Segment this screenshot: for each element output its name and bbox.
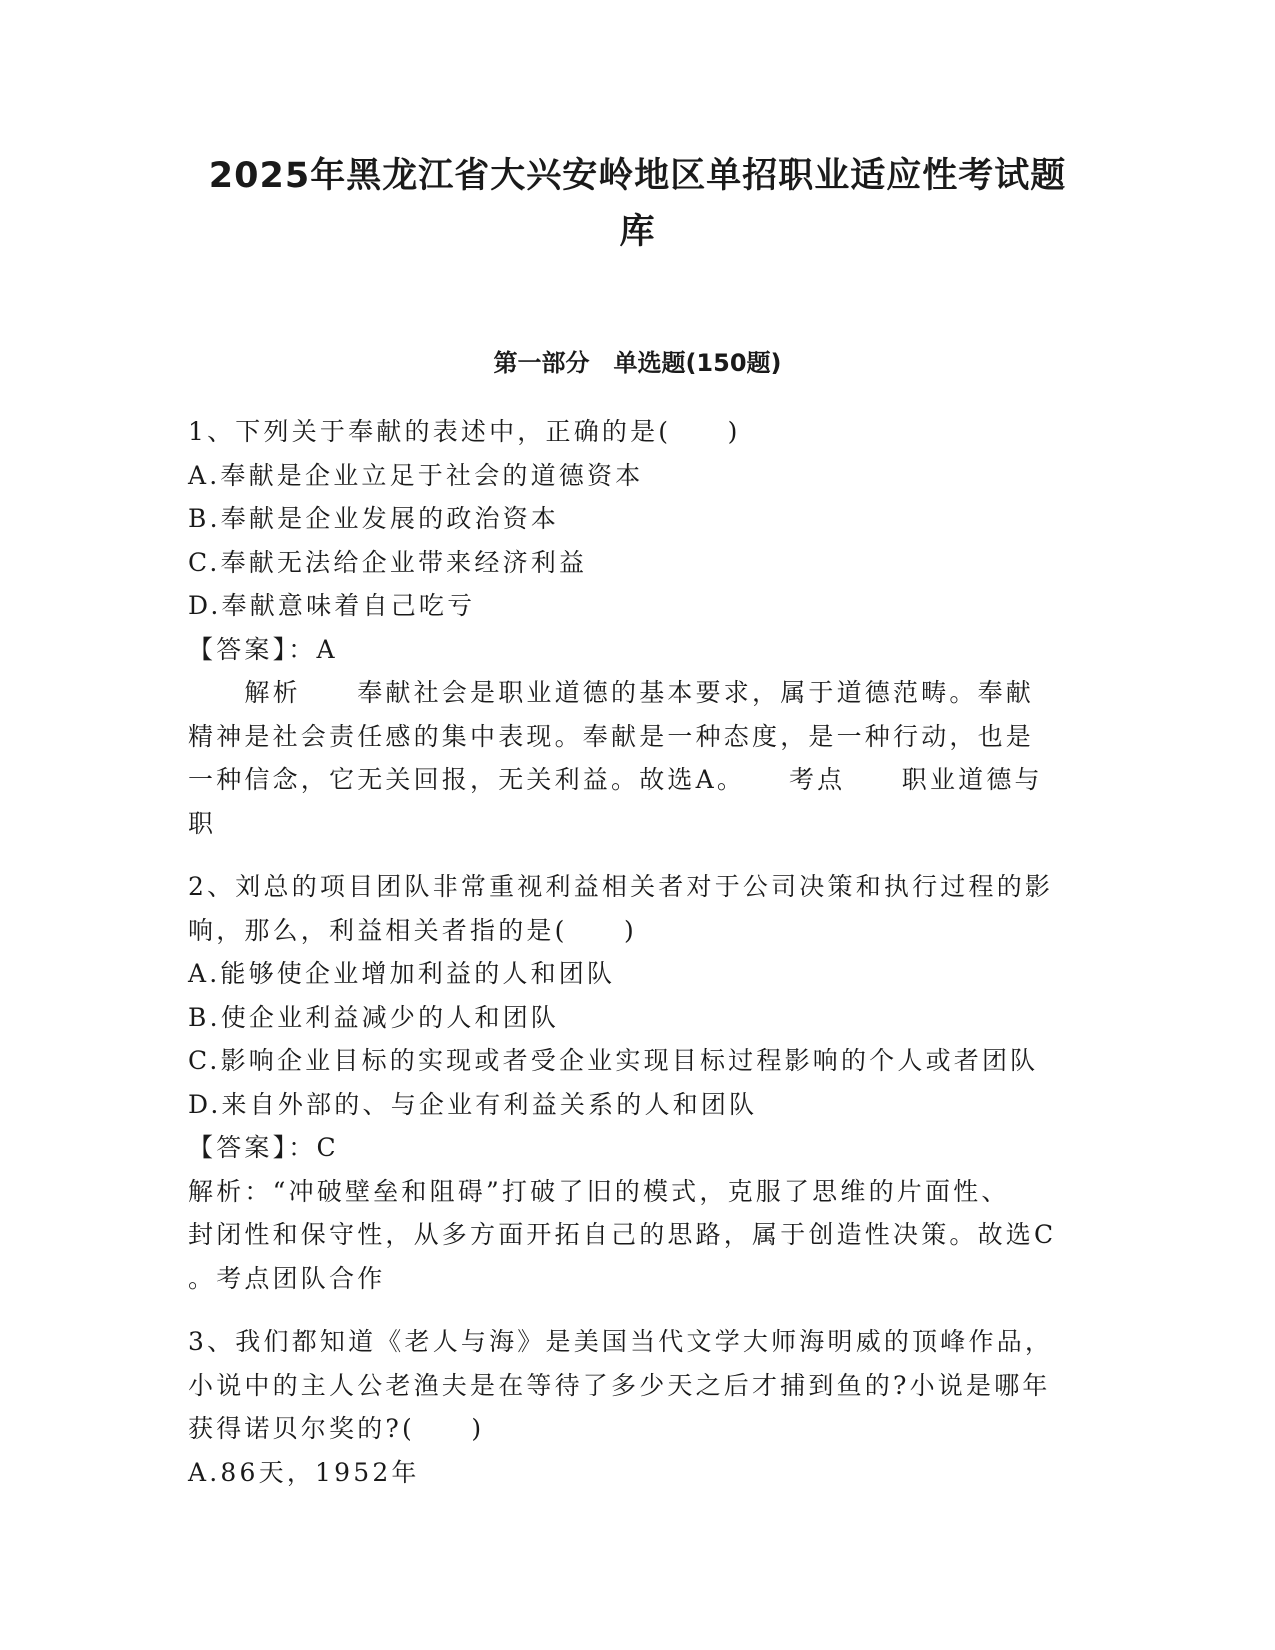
question-stem: 获得诺贝尔奖的?( ) <box>188 1414 485 1443</box>
option-d: D.来自外部的、与企业有利益关系的人和团队 <box>188 1089 758 1119</box>
option-a: A.86天，1952年 <box>188 1457 420 1487</box>
question-1 <box>188 410 1088 845</box>
title-line: 2025年黑龙江省大兴安岭地区单招职业适应性考试题 <box>208 156 1067 196</box>
question-2 <box>188 865 1088 1300</box>
answer-line: 【答案】：C <box>188 1133 339 1162</box>
analysis-line: 解析 奉献社会是职业道德的基本要求，属于道德范畴。奉献 <box>188 678 1035 707</box>
question-stem: 1、下列关于奉献的表述中，正确的是( ) <box>188 417 741 446</box>
spacer <box>188 845 1088 865</box>
option-a: A.奉献是企业立足于社会的道德资本 <box>188 460 644 490</box>
question-stem: 2、刘总的项目团队非常重视利益相关者对于公司决策和执行过程的影 <box>188 872 1054 901</box>
option-c: C.影响企业目标的实现或者受企业实现目标过程影响的个人或者团队 <box>188 1046 1039 1075</box>
spacer <box>188 1300 1088 1320</box>
section-heading: 第一部分 单选题(150题) <box>493 349 782 377</box>
document-title <box>150 148 1125 260</box>
option-d: D.奉献意味着自己吃亏 <box>188 591 476 620</box>
title-line: 库 <box>619 212 656 252</box>
analysis-line: 职 <box>188 808 217 838</box>
option-b: B.使企业利益减少的人和团队 <box>188 1002 560 1032</box>
option-b: B.奉献是企业发展的政治资本 <box>188 504 560 533</box>
analysis-line: 封闭性和保守性，从多方面开拓自己的思路，属于创造性决策。故选C <box>188 1220 1057 1249</box>
question-list <box>188 410 1088 1494</box>
analysis-line: 。考点团队合作 <box>188 1263 386 1293</box>
analysis-line: 精神是社会责任感的集中表现。奉献是一种态度，是一种行动，也是 <box>188 721 1035 751</box>
analysis-line: 解析：“冲破壁垒和阻碍”打破了旧的模式，克服了思维的片面性、 <box>188 1176 1010 1206</box>
question-stem: 小说中的主人公老渔夫是在等待了多少天之后才捕到鱼的?小说是哪年 <box>188 1370 1051 1400</box>
question-3 <box>188 1320 1088 1494</box>
answer-line: 【答案】：A <box>188 634 338 664</box>
question-stem: 3、我们都知道《老人与海》是美国当代文学大师海明威的顶峰作品， <box>188 1327 1054 1356</box>
analysis-line: 一种信念，它无关回报，无关利益。故选A。 考点 职业道德与 <box>188 765 1043 794</box>
question-stem: 响，那么，利益相关者指的是( ) <box>188 915 637 945</box>
option-c: C.奉献无法给企业带来经济利益 <box>188 547 588 577</box>
option-a: A.能够使企业增加利益的人和团队 <box>188 959 616 988</box>
